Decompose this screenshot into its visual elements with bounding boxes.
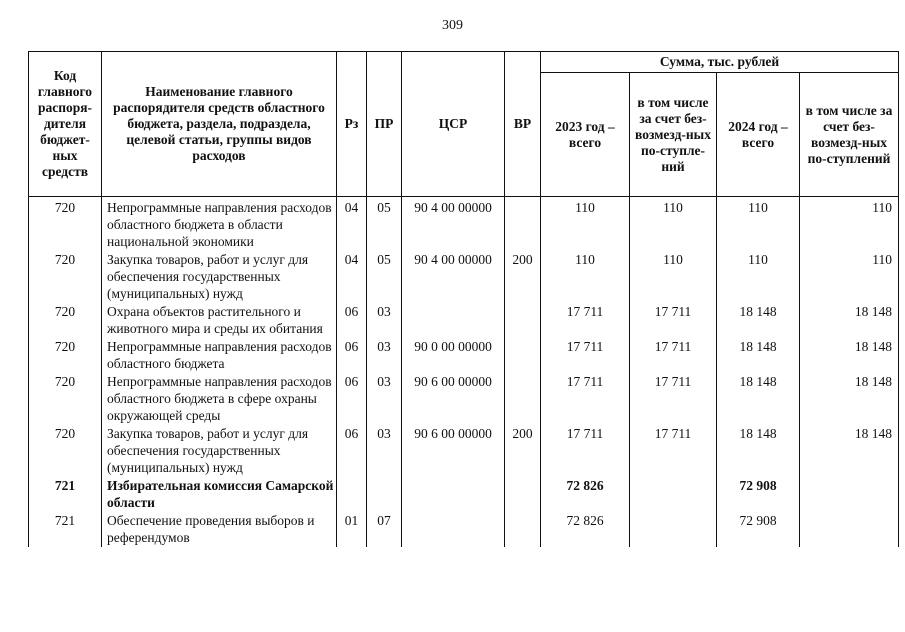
cell-code: 720 (29, 197, 102, 252)
header-csr: ЦСР (402, 52, 505, 197)
cell-code: 721 (29, 477, 102, 512)
cell-2023-free (630, 477, 717, 512)
cell-2024-free: 18 148 (800, 303, 899, 338)
cell-csr (402, 303, 505, 338)
cell-pr: 03 (367, 303, 402, 338)
cell-vr: 200 (505, 425, 541, 477)
cell-pr: 05 (367, 197, 402, 252)
cell-vr (505, 512, 541, 547)
cell-pr: 07 (367, 512, 402, 547)
cell-csr: 90 0 00 00000 (402, 338, 505, 373)
cell-2024-total: 72 908 (717, 512, 800, 547)
header-2023-total: 2023 год – всего (541, 73, 630, 197)
cell-rz: 06 (337, 303, 367, 338)
cell-2024-total: 18 148 (717, 338, 800, 373)
cell-name: Непрограммные направления расходов областного бюджета в области национальной экономики (102, 197, 337, 252)
cell-pr: 03 (367, 338, 402, 373)
table-row (29, 477, 899, 512)
cell-2023-total: 72 826 (541, 477, 630, 512)
cell-2024-free (800, 477, 899, 512)
table-row (29, 338, 899, 373)
cell-2023-free: 17 711 (630, 373, 717, 425)
cell-pr: 03 (367, 373, 402, 425)
cell-2024-total: 72 908 (717, 477, 800, 512)
cell-pr: 03 (367, 425, 402, 477)
cell-2024-total: 110 (717, 197, 800, 252)
cell-vr (505, 373, 541, 425)
cell-rz: 04 (337, 251, 367, 303)
cell-vr (505, 338, 541, 373)
cell-code: 720 (29, 303, 102, 338)
cell-pr (367, 477, 402, 512)
cell-2024-free: 110 (800, 251, 899, 303)
cell-2024-free (800, 512, 899, 547)
cell-vr (505, 477, 541, 512)
cell-name: Непрограммные направления расходов областного бюджета (102, 338, 337, 373)
table-body (29, 197, 899, 548)
cell-2024-free: 18 148 (800, 373, 899, 425)
cell-name: Охрана объектов растительного и животного мира и среды их обитания (102, 303, 337, 338)
cell-2023-free: 110 (630, 251, 717, 303)
cell-2024-total: 18 148 (717, 425, 800, 477)
table-row (29, 425, 899, 477)
cell-name: Обеспечение проведения выборов и референдумов (102, 512, 337, 547)
cell-rz: 06 (337, 338, 367, 373)
cell-code: 721 (29, 512, 102, 547)
table-row (29, 373, 899, 425)
cell-2023-free (630, 512, 717, 547)
header-name: Наименование главного распорядителя средств областного бюджета, раздела, подраздела, целевой статьи, группы видов расходов (102, 52, 337, 197)
cell-2023-free: 17 711 (630, 303, 717, 338)
cell-2023-total: 110 (541, 197, 630, 252)
header-code: Код главного распоря-дителя бюджет-ных средств (29, 52, 102, 197)
cell-2024-free: 18 148 (800, 425, 899, 477)
cell-2024-total: 18 148 (717, 373, 800, 425)
cell-2023-total: 72 826 (541, 512, 630, 547)
table-row (29, 303, 899, 338)
cell-code: 720 (29, 338, 102, 373)
header-pr: ПР (367, 52, 402, 197)
cell-2023-free: 110 (630, 197, 717, 252)
cell-2023-total: 17 711 (541, 303, 630, 338)
cell-csr (402, 512, 505, 547)
table-row (29, 197, 899, 252)
header-2024-total: 2024 год – всего (717, 73, 800, 197)
cell-2023-total: 17 711 (541, 338, 630, 373)
cell-csr: 90 6 00 00000 (402, 373, 505, 425)
cell-name: Непрограммные направления расходов областного бюджета в сфере охраны окружающей среды (102, 373, 337, 425)
table-row (29, 512, 899, 547)
cell-2024-total: 110 (717, 251, 800, 303)
cell-rz (337, 477, 367, 512)
cell-vr (505, 303, 541, 338)
cell-2024-free: 110 (800, 197, 899, 252)
header-2023-free: в том числе за счет без-возмезд-ных по-ступле-ний (630, 73, 717, 197)
cell-rz: 01 (337, 512, 367, 547)
cell-name: Закупка товаров, работ и услуг для обеспечения государственных (муниципальных) нужд (102, 425, 337, 477)
page-number: 309 (442, 18, 463, 33)
cell-csr: 90 4 00 00000 (402, 251, 505, 303)
cell-code: 720 (29, 251, 102, 303)
header-sum: Сумма, тыс. рублей (541, 52, 899, 73)
cell-2023-total: 110 (541, 251, 630, 303)
cell-2023-total: 17 711 (541, 373, 630, 425)
header-rz: Рз (337, 52, 367, 197)
cell-rz: 06 (337, 373, 367, 425)
cell-csr: 90 4 00 00000 (402, 197, 505, 252)
cell-2023-free: 17 711 (630, 425, 717, 477)
cell-2024-total: 18 148 (717, 303, 800, 338)
cell-pr: 05 (367, 251, 402, 303)
cell-name: Закупка товаров, работ и услуг для обеспечения государственных (муниципальных) нужд (102, 251, 337, 303)
cell-vr: 200 (505, 251, 541, 303)
cell-2023-total: 17 711 (541, 425, 630, 477)
budget-table (28, 51, 899, 547)
header-vr: ВР (505, 52, 541, 197)
cell-csr: 90 6 00 00000 (402, 425, 505, 477)
cell-2024-free: 18 148 (800, 338, 899, 373)
cell-rz: 04 (337, 197, 367, 252)
cell-vr (505, 197, 541, 252)
cell-name: Избирательная комиссия Самарской области (102, 477, 337, 512)
cell-code: 720 (29, 373, 102, 425)
cell-2023-free: 17 711 (630, 338, 717, 373)
cell-rz: 06 (337, 425, 367, 477)
header-2024-free: в том числе за счет без-возмезд-ных по-ступлений (800, 73, 899, 197)
table-row (29, 251, 899, 303)
cell-csr (402, 477, 505, 512)
cell-code: 720 (29, 425, 102, 477)
